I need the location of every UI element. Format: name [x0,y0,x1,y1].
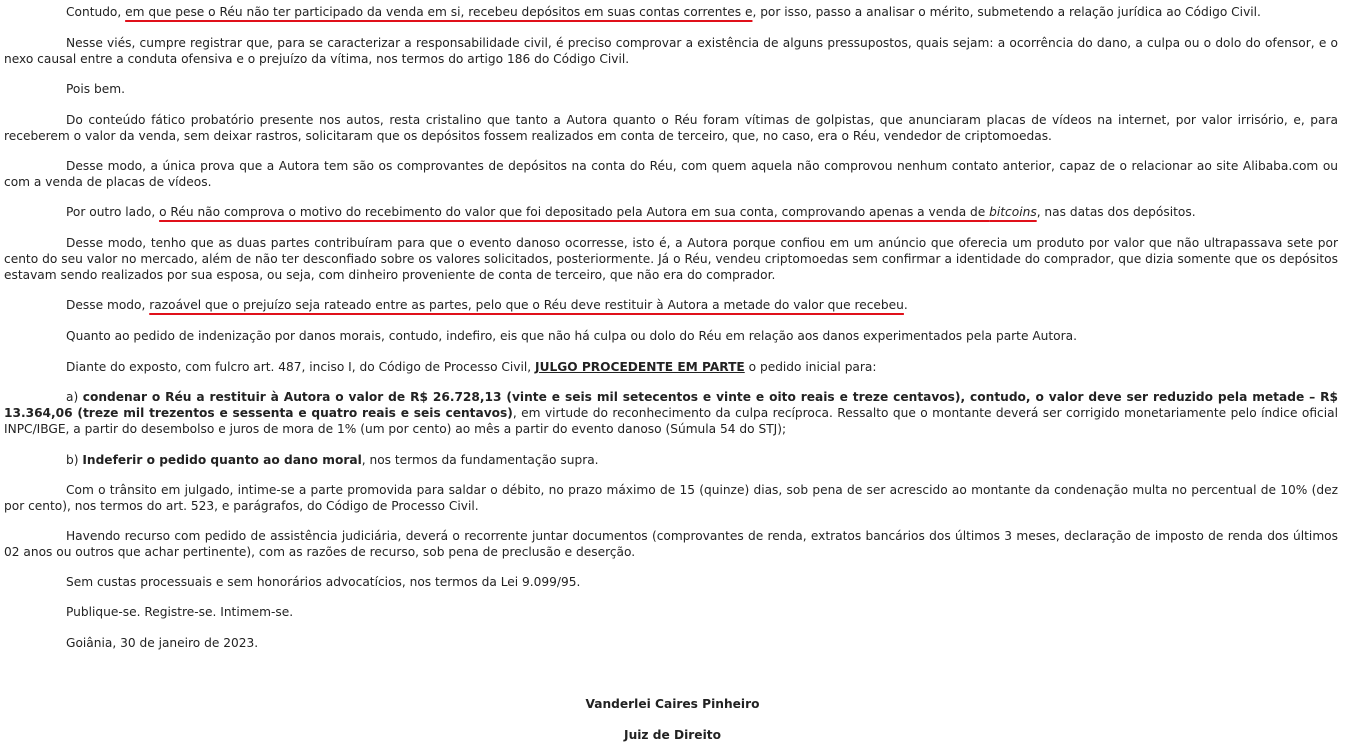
highlighted-text [159,205,1037,219]
paragraph-publish [4,604,1338,620]
text: Nesse viés, cumpre registrar que, para se caracterizar a responsabilidade civil, é preciso comprovar a existência de alguns pressupostos, quais sejam: a ocorrência do dano, a culpa ou o dolo do ofensor, e o nexo causal entre a conduta ofensiva e o prejuízo da vítima, nos termos do artigo 186 do Código Civil. [4,36,1338,66]
text: Desse modo, a única prova que a Autora tem são os comprovantes de depósitos na conta do Réu, com quem aquela não comprovou nenhum contato anterior, capaz de o relacionar ao site Alibaba.com ou com a venda de placas de vídeos. [4,159,1338,189]
paragraph-appeal [4,528,1338,560]
text: Do conteúdo fático probatório presente nos autos, resta cristalino que tanto a Autora quanto o Réu foram vítimas de golpistas, que anunciaram placas de vídeos na internet, por valor irrisório, e, para receberem o valor da venda, sem deixar rastros, solicitaram que os depósitos fossem realizados em conta de terceiro, que, no caso, era o Réu, vendedor de criptomoedas. [4,113,1338,143]
bold-text: Indeferir o pedido quanto ao dano moral [82,453,362,467]
paragraph-shared-fault [4,235,1338,283]
paragraph-facts [4,112,1338,144]
paragraph-pois-bem [4,81,1338,97]
text: Desse modo, [66,298,150,312]
paragraph-moral-damages [4,328,1338,344]
paragraph-item-a [4,389,1338,437]
bold-text: condenar o Réu a restituir à Autora o valor de R$ 26.728,13 (vinte e seis mil setecentos e vinte e oito reais e treze centavos), contudo, o valor deve ser reduzido pela metade – R$ 13.364,06 (treze mil trezentos e sessenta e quatro reais e seis centavos) [4,390,1338,420]
paragraph-ruling [4,359,1338,375]
text: Com o trânsito em julgado, intime-se a parte promovida para saldar o débito, no prazo máximo de 15 (quinze) dias, sob pena de ser acrescido ao montante da condenação multa no percentual de 10% (dez por cento), nos termos do art. 523, e parágrafos, do Código de Processo Civil. [4,483,1338,513]
text: b) [66,453,83,467]
text: . [903,298,908,312]
italic-term: bitcoins [989,205,1037,219]
text: Pois bem. [66,82,125,96]
text: Contudo, [66,5,126,19]
paragraph-merit [4,4,1338,20]
highlighted-text: em que pese o Réu não ter participado da venda em si, recebeu depósitos em suas contas correntes e [125,5,753,19]
text: o Réu não comprova o motivo do recebimento do valor que foi depositado pela Autora em sua conta, comprovando apenas a venda de [159,205,990,219]
signature-name: Vanderlei Caires Pinheiro [585,697,760,711]
text: a) [66,390,83,404]
ruling-text: JULGO PROCEDENTE EM PARTE [535,360,745,374]
text: Diante do exposto, com fulcro art. 487, inciso I, do Código de Processo Civil, [66,360,536,374]
text: , por isso, passo a analisar o mérito, submetendo a relação jurídica ao Código Civil. [752,5,1261,19]
text: , em virtude do reconhecimento da culpa recíproca. Ressalto que o montante deverá ser corrigido monetariamente pelo índice oficial INPC/IBGE, a partir do desembolso e juros de mora de 1% (um por cento) ao mês a partir do evento danoso (Súmula 54 do STJ); [4,406,1338,436]
text: o pedido inicial para: [744,360,877,374]
paragraph-apportionment [4,297,1338,313]
text: Goiânia, 30 de janeiro de 2023. [66,636,259,650]
text: Desse modo, tenho que as duas partes contribuíram para que o evento danoso ocorresse, isto é, a Autora porque confiou em um anúncio que oferecia um produto por valor que não ultrapassava sete por cento do seu valor no mercado, além de não ter desconfiado sobre os valores solicitados, posteriormente. Já o Réu, vendeu criptomoedas sem confirmar a identidade do comprador, que dizia somente que os depósitos estavam sendo realizados por sua esposa, ou seja, com dinheiro proveniente de conta de terceiro, que não era do comprador. [4,236,1338,282]
text: Quanto ao pedido de indenização por danos morais, contudo, indefiro, eis que não há culpa ou dolo do Réu em relação aos danos experimentados pela parte Autora. [66,329,1077,343]
highlighted-text: razoável que o prejuízo seja rateado entre as partes, pelo que o Réu deve restituir à Autora a metade do valor que recebeu [149,298,904,312]
signature-role: Juiz de Direito [624,728,721,742]
text: Por outro lado, [66,205,160,219]
paragraph-date [4,635,1338,651]
paragraph-item-b [4,452,1338,468]
text: Publique-se. Registre-se. Intimem-se. [66,605,294,619]
text: Havendo recurso com pedido de assistência judiciária, deverá o recorrente juntar documentos (comprovantes de renda, extratos bancários dos últimos 3 meses, declaração de imposto de renda dos últimos 02 anos ou outros que achar pertinente), com as razões de recurso, sob pena de preclusão e deserção. [4,529,1338,559]
paragraph-final-judgment [4,482,1338,514]
paragraph-costs [4,574,1338,590]
paragraph-proof [4,158,1338,190]
text: , nas datas dos depósitos. [1036,205,1196,219]
text: , nos termos da fundamentação supra. [361,453,599,467]
paragraph-other-side [4,204,1338,220]
paragraph-civil-liability [4,35,1338,67]
text: Sem custas processuais e sem honorários advocatícios, nos termos da Lei 9.099/95. [66,575,581,589]
